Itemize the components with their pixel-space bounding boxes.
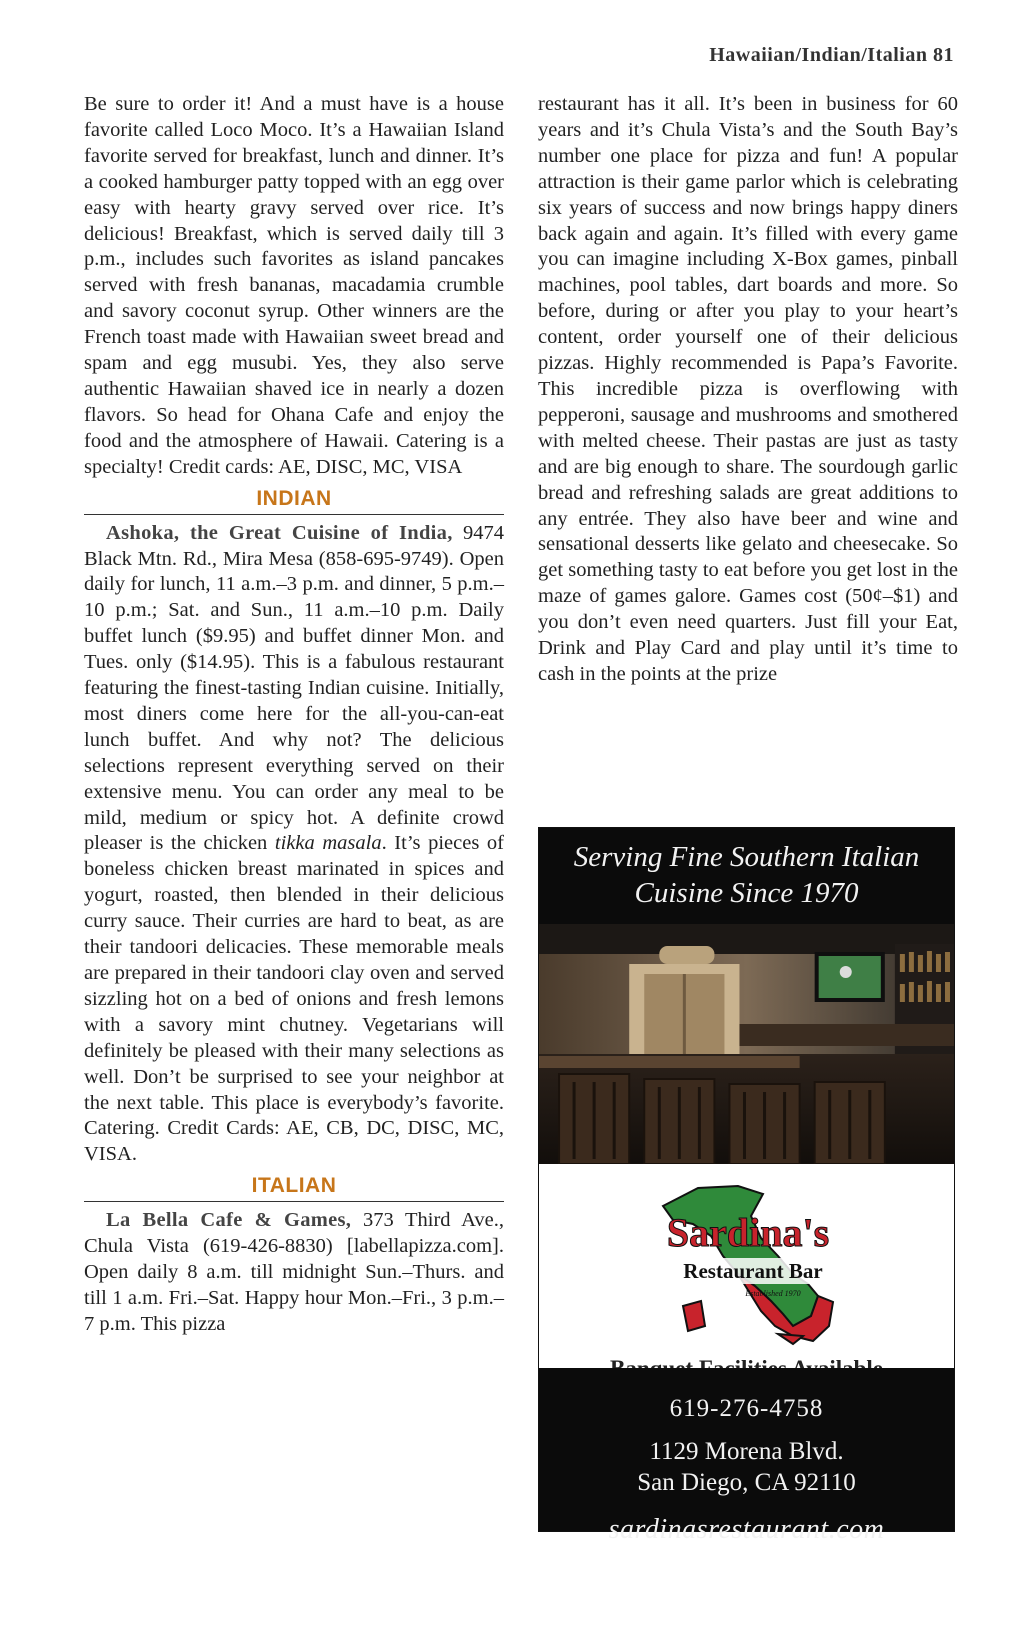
right-column [538,92,958,788]
ashoka-entry [84,521,504,1169]
ohana-cafe-text: Be sure to order it! And a must have is a house favorite called Loco Moco. It’s a Hawaiian Island favorite served for breakfast, lunch and dinner. It’s a cooked hamburger patty topped with an egg over easy with hearty gravy served over rice. It’s delicious! Breakfast, which is served daily till 3 p.m., includes such favorites as island pancakes served with fresh bananas, macadamia crumble and savory coconut syrup. Other winners are the French toast made with Hawaiian sweet bread and spam and egg musubi. Yes, they also serve authentic Hawaiian shaved ice in nearly a dozen flavors. So head for Ohana Cafe and enjoy the food and the atmosphere of Hawaii. Catering is a specialty! Credit cards: AE, DISC, MC, VISA [84,93,504,478]
italian-heading: ITALIAN [84,1174,504,1202]
ashoka-dish: tikka masala [274,832,382,855]
ad-contact-block [539,1368,954,1545]
labella-entry [84,1208,504,1338]
logo-est-text: Established 1970 [745,1289,801,1298]
logo-sub-text: Restaurant Bar [683,1259,823,1283]
ad-tagline [539,828,954,924]
ad-phone: 619-276-4758 [669,1395,824,1422]
restaurant-bar-photo [539,924,954,1164]
labella-continued-text: restaurant has it all. It’s been in business for 60 years and it’s Chula Vista’s and the South Bay’s number one place for pizza and fun! A popular attraction is their game parlor which is celebrating six years of success and now brings happy diners back again and again. It’s filled with every game you can imagine including X-Box games, pinball machines, pool tables, dart boards and more. So before, during or after you play to your heart’s content, order yourself one of their delicious pizzas. Highly recommended is Papa’s Favorite. This incredible pizza is overflowing with pepperoni, sausage and mushrooms and smothered with melted cheese. Their pastas are just as tasty and are big enough to share. The sourdough garlic bread and refreshing salads are great additions to any entrée. They also have beer and wine and sensational desserts like gelato and cheesecake. So get something tasty to eat before you get lost in the maze of games galore. Games cost (50¢–$1) and you don’t even need quarters. Just fill your Eat, Drink and Play Card and play until it’s time to cash in the points at the prize [538,93,958,685]
labella-text: 373 Third Ave., Chula Vista (619-426-8830) [labellapizza.com]. Open daily 8 a.m. till midnight Sun.–Thurs. and till 1 a.m. Fri.–Sat. Happy hour Mon.–Fri., 3 p.m.–7 p.m. This pizza [84,1209,505,1335]
logo-name-text: Sardina's [666,1210,830,1255]
ad-address-line1: 1129 Morena Blvd. [649,1438,844,1465]
ashoka-text-2: . It’s pieces of boneless chicken breast marinated in spices and yogurt, roasted, then blended in their delicious curry sauce. Their curries are hard to beat, as are their tandoori delicacies. These memorable meals are prepared in their tandoori clay oven and served sizzling hot on a bed of onions and fresh lemons with a savory mint chutney. Vegetarians will definitely be pleased with their many selections as well. Don’t be surprised to see your neighbor at the next table. This place is everybody’s favorite. Catering. Credit Cards: AE, CB, DC, DISC, MC, VISA. [84,832,504,1166]
sardinas-logo [643,1176,853,1346]
ad-address-line2: San Diego, CA 92110 [637,1469,856,1496]
left-column [84,92,504,1338]
ashoka-text-1: 9474 Black Mtn. Rd., Mira Mesa (858-695-9749). Open daily for lunch, 11 a.m.–3 p.m. and dinner, 5 p.m.–10 p.m.; Sat. and Sun., 11 a.m.–10 p.m. Daily buffet lunch ($9.95) and buffet dinner Mon. and Tues. only ($14.95). This is a fabulous restaurant featuring the finest-tasting Indian cuisine. Initially, most diners come here for the all-you-can-eat lunch buffet. And why not? The delicious selections represent everything served on their extensive menu. You can order any meal to be mild, medium or spicy hot. A definite crowd pleaser is the chicken [84,521,505,855]
italy-map-logo-graphic [643,1176,853,1346]
indian-heading: INDIAN [84,487,504,515]
ad-website: sardinasrestaurant.com [608,1514,885,1545]
running-head: Hawaiian/Indian/Italian 81 [709,44,954,66]
labella-name: La Bella Cafe & Games, [106,1209,352,1232]
ad-tagline-line1: Serving Fine Southern Italian [573,841,920,873]
sardinas-advertisement [538,827,955,1545]
ad-tagline-line2: Cuisine Since 1970 [634,877,859,909]
ashoka-name: Ashoka, the Great Cuisine of India, [106,521,453,544]
